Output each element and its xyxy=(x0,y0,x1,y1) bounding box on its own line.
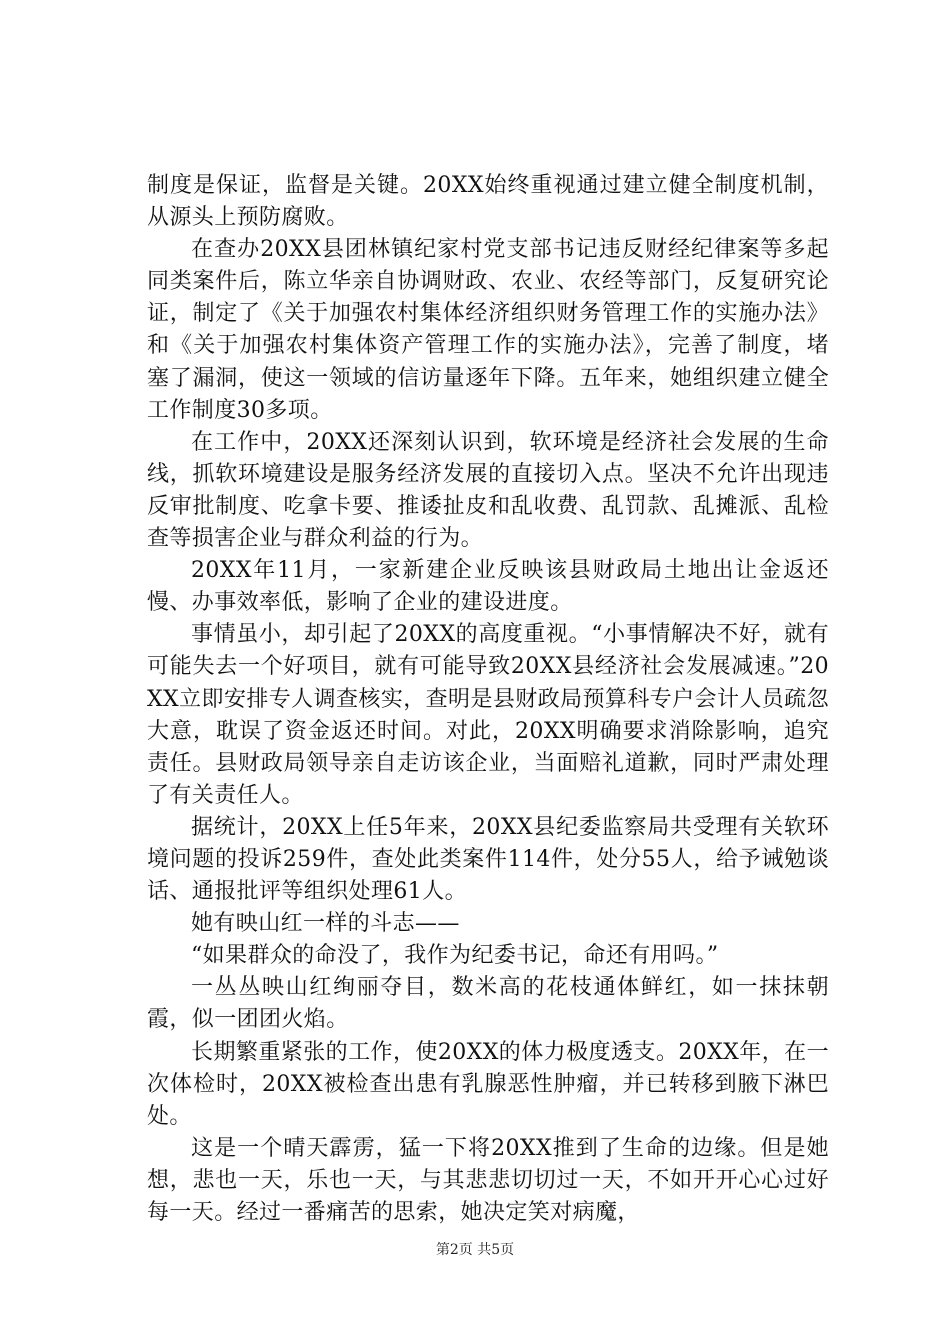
paragraph-6: 据统计，20XX上任5年来，20XX县纪委监察局共受理有关软环境问题的投诉259件，查处此类案件114件，处分55人，给予诫勉谈话、通报批评等组织处理61人。 xyxy=(147,814,829,905)
paragraph-1: 制度是保证，监督是关键。20XX始终重视通过建立健全制度机制，从源头上预防腐败。 xyxy=(147,173,829,231)
paragraph-10: 长期繁重紧张的工作，使20XX的体力极度透支。20XX年，在一次体检时，20XX被检查出患有乳腺恶性肿瘤，并已转移到腋下淋巴处。 xyxy=(147,1039,829,1129)
document-body xyxy=(147,170,829,1229)
paragraph-11: 这是一个晴天霹雳，猛一下将20XX推到了生命的边缘。但是她想，悲也一天，乐也一天，与其悲悲切切过一天，不如开开心心过好每一天。经过一番痛苦的思索，她决定笑对病魔， xyxy=(147,1135,829,1225)
page-number-footer: 第2页 共5页 xyxy=(435,1242,515,1258)
paragraph-2: 在查办20XX县团林镇纪家村党支部书记违反财经纪律案等多起同类案件后，陈立华亲自协调财政、农业、农经等部门，反复研究论证，制定了《关于加强农村集体经济组织财务管理工作的实施办法》和《关于加强农村集体资产管理工作的实施办法》，完善了制度，堵塞了漏洞，使这一领域的信访量逐年下降。五年来，她组织建立健全工作制度30多项。 xyxy=(147,237,829,423)
paragraph-4: 20XX年11月，一家新建企业反映该县财政局土地出让金返还慢、办事效率低，影响了企业的建设进度。 xyxy=(147,558,829,616)
paragraph-9: 一丛丛映山红绚丽夺目，数米高的花枝通体鲜红，如一抹抹朝霞，似一团团火焰。 xyxy=(147,975,829,1033)
paragraph-8: “如果群众的命没了，我作为纪委书记，命还有用吗。” xyxy=(191,943,719,969)
paragraph-3: 在工作中，20XX还深刻认识到，软环境是经济社会发展的生命线，抓软环境建设是服务经济发展的直接切入点。坚决不允许出现违反审批制度、吃拿卡要、推诿扯皮和乱收费、乱罚款、乱摊派、乱检查等损害企业与群众利益的行为。 xyxy=(147,429,829,552)
paragraph-7: 她有映山红一样的斗志—— xyxy=(191,911,460,937)
paragraph-5: 事情虽小，却引起了20XX的高度重视。“小事情解决不好，就有可能失去一个好项目，就有可能导致20XX县经济社会发展减速。”20XX立即安排专人调查核实，查明是县财政局预算科专户会计人员疏忽大意，耽误了资金返还时间。对此，20XX明确要求消除影响，追究责任。县财政局领导亲自走访该企业，当面赔礼道歉，同时严肃处理了有关责任人。 xyxy=(147,622,829,808)
